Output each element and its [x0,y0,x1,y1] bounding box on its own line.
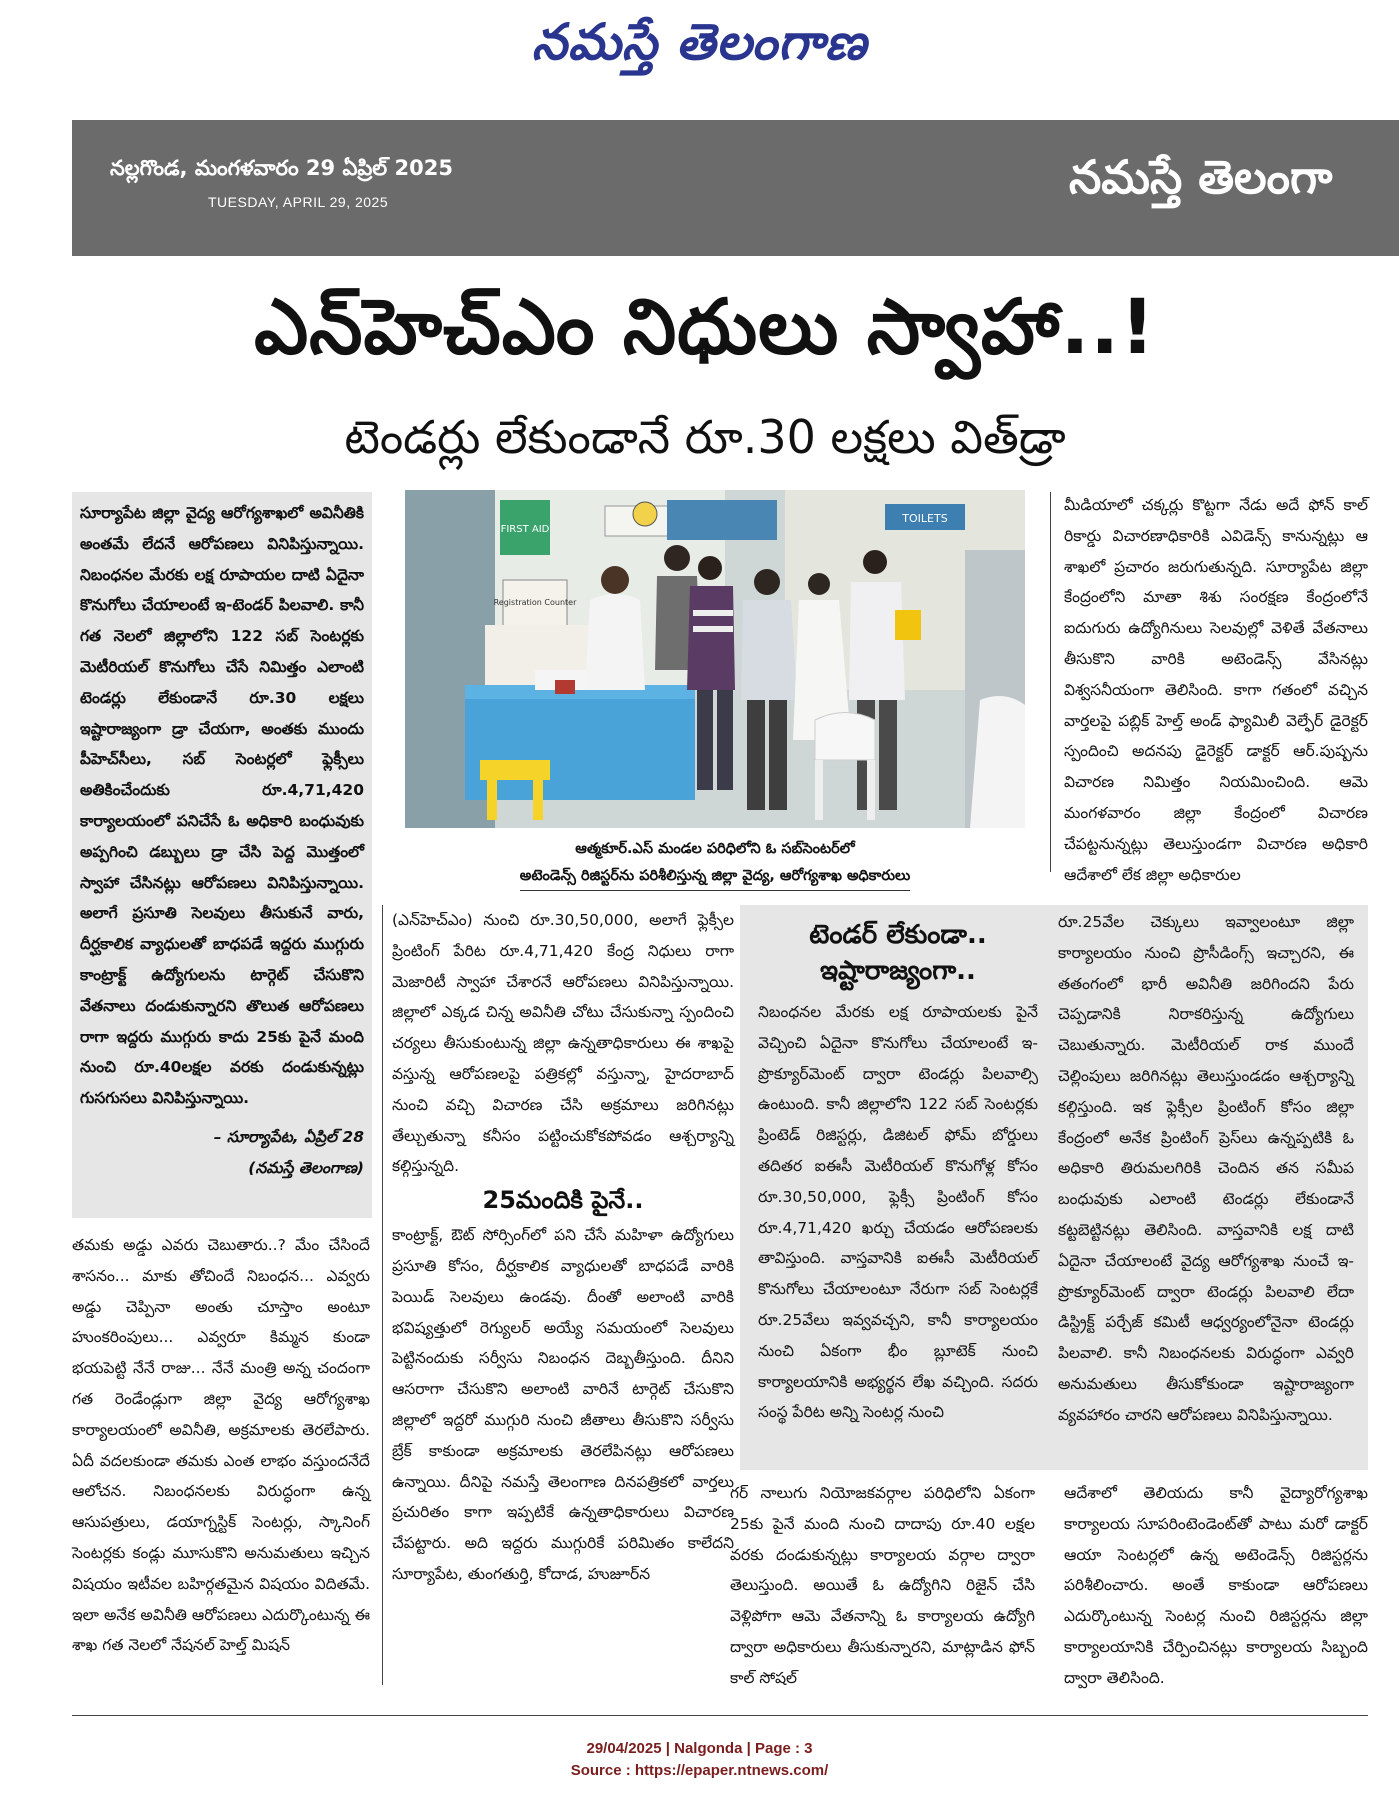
column-b-para-2: కాంట్రాక్ట్, ఔట్ సోర్సింగ్‌లో పని చేసే మహిళా ఉద్యోగులు ప్రసూతి కోసం, దీర్ఘకాలిక వ్యాధులతో బాధపడే వారికి పెయిడ్ సెలవులు ఉండవు. దీంతో అలాంటి వారికి భవిష్యత్తులో రెగ్యులర్ అయ్యే సమయంలో సెలవులు పెట్టినందుకు సర్వీసు నిబంధన దెబ్బతీస్తుంది. దీనిని ఆసరాగా చేసుకొని అలాంటి వారినే టార్గెట్ చేసుకొని జిల్లాలో ఇద్దరో ముగ్గురి నుంచి జీతాలు తీసుకొని సర్వీసు బ్రేక్ కాకుండా అక్రమాలకు తెరలేపినట్లు ఆరోపణలు ఉన్నాయి. దీనిపై నమస్తే తెలంగాణ దినపత్రికలో వార్తలు ప్రచురితం కాగా ఇప్పటికే ఉన్నతాధికారులు విచారణ చేపట్టారు. అది ఇద్దరు ముగ్గురికే పరిమితం కాలేదని సూర్యాపేట, తుంగతుర్తి, కోదాడ, హుజూర్‌న [392,1226,734,1583]
band-logo: నమస్తే తెలంగా [1069,150,1333,204]
date-english: TUESDAY, APRIL 29, 2025 [208,194,389,210]
date-band [72,120,1399,256]
inset-right-column [1058,907,1354,1431]
date-telugu: నల్లగొండ, మంగళవారం 29 ఏప్రిల్ 2025 [110,156,453,180]
inset-box [740,905,1368,1470]
footer-edition: 29/04/2025 | Nalgonda | Page : 3 [586,1740,813,1757]
inset-right-text: రూ.25వేల చెక్కులు ఇవ్వాలంటూ జిల్లా కార్యాలయం నుంచి ప్రొసీడింగ్స్ ఇచ్చారని, ఈ తతంగంలో భారీ అవినీతి జరిగిందని పేరు చెప్పడానికి నిరాకరిస్తున్న ఉద్యోగులు చెబుతున్నారు. మెటీరియల్ రాక ముందే చెల్లింపులు జరిగినట్లు తెలుస్తుండడం ఆశ్చర్యాన్ని కల్గిస్తుంది. ఇక ఫ్లెక్సీల ప్రింటింగ్ కోసం జిల్లా కేంద్రంలో అనేక ప్రింటింగ్ ప్రెస్‌లు ఉన్నప్పటికి ఓ అధికారి తిరుమలగిరికి చెందిన తన సమీప బంధువుకు ఎలాంటి టెండర్లు లేకుండానే కట్టబెట్టినట్లు తెలిసింది. వాస్తవానికి లక్ష దాటి ఏదైనా చేయాలంటే వైద్య ఆరోగ్యశాఖ నుంచే ఇ-ప్రొక్యూర్‌మెంట్ ద్వారా టెండర్లు పిలవాలి లేదా డిస్ట్రిక్ట్ పర్చేజ్ కమిటీ ఆధ్వర్యంలోనైనా టెండర్లు పిలవాలి. కానీ నిబంధనలకు విరుద్ధంగా ఎవ్వరి అనుమతులు తీసుకోకుండా ఇష్టారాజ్యంగా వ్యవహారం చారని ఆరోపణలు వినిపిస్తున్నాయి. [1058,913,1354,1424]
column-d-text: ఆదేశాలో తెలియదు కానీ వైద్యారోగ్యశాఖ కార్యాలయ సూపరింటెండెంట్‌తో పాటు మరో డాక్టర్ ఆయా సెంటర్లలో ఉన్న అటెండెన్స్ రిజిస్టర్లను పరిశీలించారు. అంతే కాకుండా ఆరోపణలు ఎదుర్కొంటున్న సెంటర్ల నుంచి రిజిస్టర్లను జిల్లా కార్యాలయానికి చేర్పించినట్లు కార్యాలయ సిబ్బంది ద్వారా తెలిసింది. [1064,1484,1368,1687]
dateline [80,1122,364,1184]
news-photo [405,490,1025,828]
column-b-subheading: 25మందికి పైనే.. [482,1186,644,1215]
column-divider [382,905,383,1685]
inset-heading: టెండర్ లేకుండా.. ఇష్టారాజ్యంగా.. [809,920,987,986]
column-a-text: తమకు అడ్డు ఎవరు చెబుతారు..? మేం చేసిందే శాసనం... మాకు తోచిందే నిబంధన... ఎవ్వరు అడ్డు చెప్పినా అంతు చూస్తాం అంటూ హుంకరింపులు... ఎవ్వరూ కిమ్మన కుండా భయపెట్టి నేనే రాజు... నేనే మంత్రి అన్న చందంగా గత రెండేండ్లుగా జిల్లా వైద్య ఆరోగ్యశాఖ కార్యాలయంలో అవినీతి, అక్రమాలకు తెరలేపారు. ఏదీ వదలకుండా తమకు ఎంత లాభం వస్తుందనేదే ఆలోచన. నిబంధనలకు విరుద్ధంగా ఉన్న ఆసుపత్రులు, డయాగ్నస్టిక్ సెంటర్లు, స్కానింగ్ సెంటర్లకు కండ్లు మూసుకొని అనుమతులు ఇచ్చిన విషయం ఇటీవల బహిర్గతమైన విషయం విదితమే. ఇలా అనేక అవినీతి ఆరోపణలు ఎదుర్కొంటున్న ఈ శాఖ గత నెలలో నేషనల్ హెల్త్ మిషన్ [72,1236,370,1655]
dateline-source: (నమస్తే తెలంగాణ) [248,1158,364,1177]
inset-left-text: నిబంధనల మేరకు లక్ష రూపాయలకు పైనే వెచ్చించి ఏదైనా కొనుగోలు చేయాలంటే ఇ-ప్రొక్యూర్‌మెంట్ ద్వారా టెండర్లు పిలవాల్సి ఉంటుంది. కానీ జిల్లాలోని 122 సబ్ సెంటర్లకు ప్రింటెడ్ రిజిస్టర్లు, డిజిటల్ ఫోమ్ బోర్డులు తదితర ఐఈసీ మెటీరియల్ కొనుగోళ్ల కోసం రూ.30,50,000, ఫ్లెక్సీ ప్రింటింగ్ కోసం రూ.4,71,420 ఖర్చు చేయడం ఆరోపణలకు తావిస్తుంది. వాస్తవానికి ఐఈసీ మెటీరియల్ కొనుగోలు చేయాలంటూ నేరుగా సబ్ సెంటర్లకే రూ.25వేలు ఇవ్వవచ్చని, కానీ కార్యాలయం నుంచి ఏకంగా భీం బ్లూటెక్ నుంచి కార్యాలయానికి అభ్యర్థన లేఖ వచ్చింది. సదరు సంస్థ పేరిట అన్ని సెంటర్ల నుంచి [758,1003,1038,1422]
photo-illustration [405,490,1025,828]
column-b-para-1: (ఎన్‌హెచ్‌ఎం) నుంచి రూ.30,50,000, అలాగే ఫ్లెక్సీల ప్రింటింగ్ పేరిట రూ.4,71,420 కేంద్ర నిధులు రాగా మెజారిటీ స్వాహా చేశారనే ఆరోపణలు వినిపిస్తున్నాయి. జిల్లాలో ఎక్కడ చిన్న అవినీతి చోటు చేసుకున్నా స్పందించి చర్యలు తీసుకుంటున్న జిల్లా ఉన్నతాధికారులు ఈ శాఖపై వస్తున్న ఆరోపణలపై పత్రికల్లో వస్తున్నా, హైదరాబాద్ నుంచి వచ్చి విచారణ చేసి అక్రమాలు జరిగినట్లు తేల్చుతున్నా కనీసం పట్టించుకోకపోవడం ఆశ్చర్యాన్ని కల్గిస్తున్నది. [392,911,734,1176]
column-right-text: మీడియాలో చక్కర్లు కొట్టగా నేడు అదే ఫోన్ కాల్ రికార్డు విచారణాధికారికి ఎవిడెన్స్ కానున్నట్లు ఆ శాఖలో ప్రచారం జరుగుతున్నది. సూర్యాపేట జిల్లా కేంద్రంలోని మాతా శిశు సంరక్షణ కేంద్రంలోనే ఐదుగురు ఉద్యోగినులు సెలవుల్లో వెళితే వేతనాలు తీసుకొని వారికి అటెండెన్స్ వేసినట్లు విశ్వసనీయంగా తెలిసింది. కాగా గతంలో వచ్చిన వార్తలపై పబ్లిక్ హెల్త్ అండ్ ఫ్యామిలీ వెల్ఫేర్ డైరెక్టర్ స్పందించి అదనపు డైరెక్టర్ డాక్టర్ ఆర్.పుష్పను విచారణ నిమిత్తం నియమించింది. ఆమె మంగళవారం జిల్లా కేంద్రంలో విచారణ చేపట్టనున్నట్లు తెలుస్తుండగా విచారణ అధికారి ఆదేశాలో లేక జిల్లా అధికారుల [1064,496,1368,884]
column-c-text: గర్ నాలుగు నియోజకవర్గాల పరిధిలోని ఏకంగా 25కు పైనే మంది నుంచి దాదాపు రూ.40 లక్షల వరకు దండుకున్నట్లు కార్యాలయ వర్గాల ద్వారా తెలుస్తుంది. అయితే ఓ ఉద్యోగిని రిజైన్ చేసి వెళ్లిపోగా ఆమె వేతనాన్ని ఓ కార్యాలయ ఉద్యోగి ద్వారా అధికారులు తీసుకున్నారని, మాట్లాడిన ఫోన్ కాల్ సోషల్ [730,1484,1035,1687]
subheadline: టెండర్లు లేకుండానే రూ.30 లక్షలు విత్‌డ్రా [344,410,1066,464]
summary-box [72,492,372,1218]
article-column-d [1064,1478,1368,1694]
headline: ఎన్‌హెచ్‌ఎం నిధులు స్వాహా..! [254,282,1156,371]
photo-caption [405,836,1025,891]
article-column-right [1064,490,1368,890]
dateline-place: – సూర్యాపేట, ఏప్రిల్ 28 [213,1127,364,1146]
footer-source: Source : https://epaper.ntnews.com/ [570,1762,829,1779]
article-column-a [72,1230,370,1661]
page-footer [0,1738,1399,1782]
page-bottom-rule [72,1715,1368,1716]
sign-toilets: TOILETS [902,512,948,525]
article-column-b [392,905,734,1590]
caption-line-2: అటెండెన్స్ రిజిస్టర్‌ను పరిశీలిస్తున్న జిల్లా వైద్య, ఆరోగ్యశాఖ అధికారులు [520,863,911,891]
inset-left-column [758,915,1038,1428]
sign-registration: Registration Counter [493,598,577,607]
column-divider [1050,492,1051,872]
sign-first-aid: FIRST AID [500,524,550,535]
caption-line-1: ఆత్మకూర్.ఎస్ మండల పరిధిలోని ఓ సబ్‌సెంటర్‌లో [575,841,855,857]
summary-text: సూర్యాపేట జిల్లా వైద్య ఆరోగ్యశాఖలో అవినీతికి అంతమే లేదనే ఆరోపణలు వినిపిస్తున్నాయి. నిబంధనల మేరకు లక్ష రూపాయల దాటి ఏదైనా కొనుగోలు చేయాలంటే ఇ-టెండర్ పిలవాలి. కానీ గత నెలలో జిల్లాలోని 122 సబ్ సెంటర్లకు మెటీరియల్ కొనుగోలు చేసే నిమిత్తం ఎలాంటి టెండర్లు లేకుండానే రూ.30 లక్షలు ఇష్టారాజ్యంగా డ్రా చేయగా, అంతకు ముందు పీహెచ్‌సీలు, సబ్ సెంటర్లలో ఫ్లెక్సీలు అతికించేందుకు రూ.4,71,420 కార్యాలయంలో పనిచేసే ఓ అధికారి బంధువుకు అప్పగించి డబ్బులు డ్రా చేసి పెద్ద మొత్తంలో స్వాహా చేసినట్లు ఆరోపణలు వినిపిస్తున్నాయి. అలాగే ప్రసూతి సెలవులు తీసుకునే వారు, దీర్ఘకాలిక వ్యాధులతో బాధపడే ఇద్దరు ముగ్గురు కాంట్రాక్ట్ ఉద్యోగులను టార్గెట్ చేసుకొని వేతనాలు దండుకున్నారని తొలుత ఆరోపణలు రాగా ఇద్దరు ముగ్గురు కాదు 25కు పైనే మంది నుంచి రూ.40లక్షల వరకు దండుకున్నట్లు గుసగుసలు వినిపిస్తున్నాయి. [80,504,364,1108]
masthead-logo: నమస్తే తెలంగాణ [531,12,868,71]
article-column-c [730,1478,1035,1694]
